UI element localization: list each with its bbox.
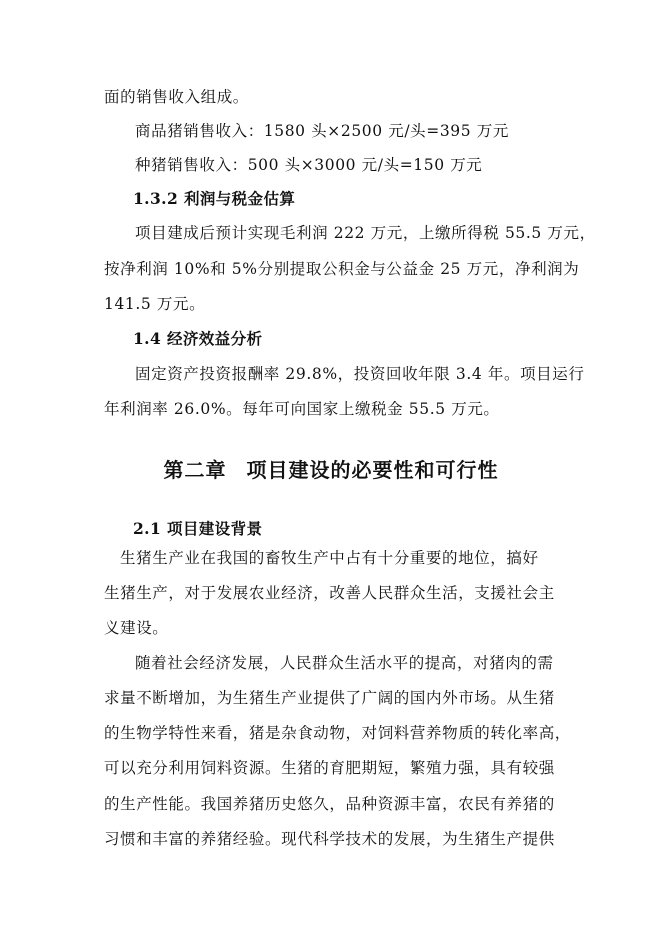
text-line: 按净利润 10%和 5%分别提取公积金与公益金 25 万元，净利润为	[104, 260, 580, 278]
chapter-title	[0, 457, 662, 483]
text-line: 义建设。	[104, 619, 169, 637]
text-line: 商品猪销售收入：1580 头×2500 元/头=395 万元	[135, 122, 509, 140]
text-line: 年利润率 26.0%。每年可向国家上缴税金 55.5 万元。	[104, 400, 500, 418]
text-line: 习惯和丰富的养猪经验。现代科学技术的发展，为生猪生产提供	[104, 830, 555, 848]
text-line: 141.5 万元。	[104, 295, 206, 313]
section-heading-1-3-2: 1.3.2 利润与税金估算	[133, 189, 296, 208]
text-line: 生猪生产，对于发展农业经济，改善人民群众生活，支援社会主	[104, 584, 555, 602]
text-line: 生猪生产业在我国的畜牧生产中占有十分重要的地位，搞好	[120, 549, 539, 567]
text-line: 面的销售收入组成。	[104, 88, 249, 106]
chapter-number: 第二章	[163, 458, 227, 482]
text-line: 固定资产投资报酬率 29.8%，投资回收年限 3.4 年。项目运行	[135, 365, 585, 383]
section-heading-2-1: 2.1 项目建设背景	[133, 519, 263, 538]
chapter-name: 项目建设的必要性和可行性	[246, 458, 499, 482]
section-heading-1-4: 1.4 经济效益分析	[133, 329, 263, 348]
text-line: 的生物学特性来看，猪是杂食动物，对饲料营养物质的转化率高，	[104, 724, 571, 742]
text-line: 的生产性能。我国养猪历史悠久，品种资源丰富，农民有养猪的	[104, 795, 555, 813]
text-line: 项目建成后预计实现毛利润 222 万元，上缴所得税 55.5 万元，	[135, 224, 596, 242]
text-line: 种猪销售收入：500 头×3000 元/头=150 万元	[135, 156, 483, 174]
text-line: 可以充分利用饲料资源。生猪的育肥期短，繁殖力强，具有较强	[104, 759, 555, 777]
text-line: 随着社会经济发展，人民群众生活水平的提高，对猪肉的需	[135, 654, 554, 672]
text-line: 求量不断增加，为生猪生产业提供了广阔的国内外市场。从生猪	[104, 689, 555, 707]
